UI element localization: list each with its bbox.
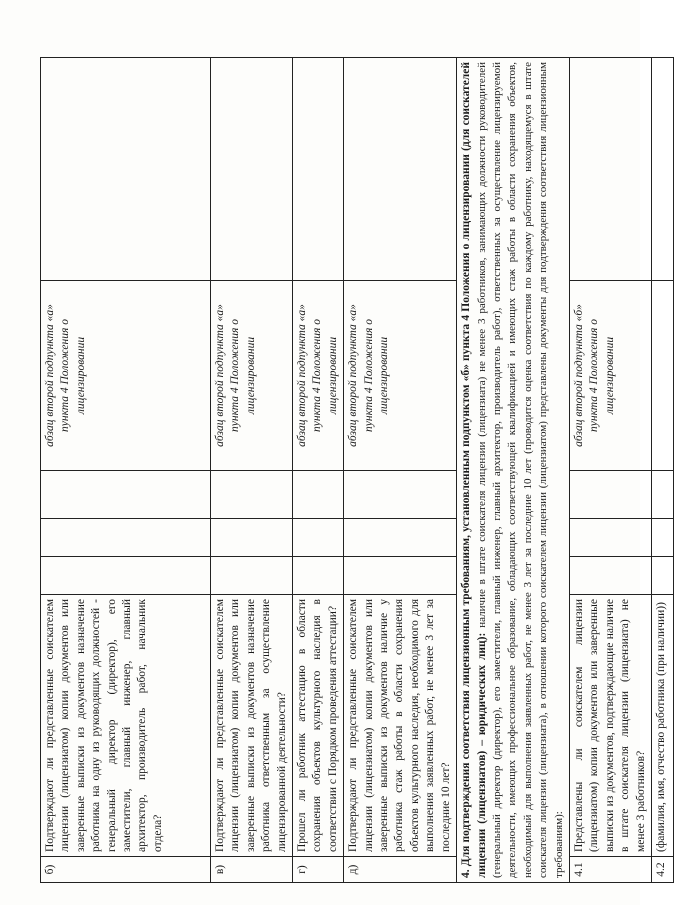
legal-reference: абзац второй подпункта «а» пункта 4 Положения о лицензировании [344,281,457,471]
answer-no-cell [569,519,651,557]
answer-no-cell [293,519,344,557]
note-cell [41,58,211,281]
legal-reference: абзац второй подпункта «б» пункта 4 Положения о лицензировании [569,281,651,471]
section-cell [457,58,570,883]
row-number: г) [293,857,344,883]
answer-yes-cell [293,557,344,595]
answer-no-cell [211,519,293,557]
answer-na-cell [651,471,673,519]
question-text: Подтверждают ли представленные соискателем лицензии (лицензиатом) копии документов или заверенные выписки из документов назначение работника на одну из руководящих должностей - генеральный директор (директор), его заместители, главный инженер, главный архитектор, производитель работ, начальник отдела? [41,595,211,857]
legal-reference: абзац второй подпункта «а» пункта 4 Положения о лицензировании [293,281,344,471]
row-number: 4.1 [569,857,651,883]
answer-na-cell [344,471,457,519]
section-row [457,58,570,883]
question-text: Прошел ли работник аттестацию в области сохранения объектов культурного наследия в соответствии с Порядком проведения аттестации? [293,595,344,857]
row-number: 4.2 [651,857,673,883]
question-text: Подтверждают ли представленные соискателем лицензии (лицензиатом) копии документов или заверенные выписки из документов назначение работника ответственным за осуществление лицензированной деятельности? [211,595,293,857]
note-cell [211,58,293,281]
question-text: Подтверждают ли представленные соискателем лицензии (лицензиатом) копии документов или заверенные выписки из документов наличие у работника стаж работы в области сохранения объектов культурного наследия, необходимого для выполнения заявленных работ, не менее 3 лет за последние 10 лет? [344,595,457,857]
answer-no-cell [41,519,211,557]
table-row [41,58,211,883]
table-row [344,58,457,883]
question-text: Представлены ли соискателем лицензии (лицензиатом) копии документов или заверенные выписки из документов, подтверждающие наличие в штате соискателя лицензии (лицензиата) не менее 3 работников? [569,595,651,857]
answer-yes-cell [651,557,673,595]
legal-reference: абзац второй подпункта «а» пункта 4 Положения о лицензировании [211,281,293,471]
table-row [211,58,293,883]
table-row [293,58,344,883]
table-row [569,58,651,883]
legal-reference: абзац второй подпункта «а» пункта 4 Положения о лицензировании [41,281,211,471]
answer-yes-cell [41,557,211,595]
row-number: д) [344,857,457,883]
answer-na-cell [569,471,651,519]
answer-yes-cell [344,557,457,595]
note-cell [344,58,457,281]
rotated-table-container [40,58,667,883]
answer-yes-cell [569,557,651,595]
answer-na-cell [41,471,211,519]
note-cell [293,58,344,281]
checklist-table [40,57,674,883]
question-text: (фамилия, имя, отчество работника (при наличии)) [651,595,673,857]
answer-no-cell [651,519,673,557]
row-number: в) [211,857,293,883]
answer-no-cell [344,519,457,557]
row-number: б) [41,857,211,883]
legal-reference [651,281,673,471]
answer-na-cell [211,471,293,519]
answer-yes-cell [211,557,293,595]
section-body: наличие в штате соискателя лицензии (лицензиата) не менее 3 работников, занимающих должности руководителей (генеральный директор (директор), его заместители, главный инженер, главный архитектор, производитель работ), ответственных за осуществление лицензируемой деятельности, имеющих профессиональное образование, обладающих соответствующей квалификацией и имеющих стаж работы в области сохранения объектов, необходимый для выполнения заявленных работ, не менее 3 лет за последние 10 лет (проводится оценка соответствия по каждому работнику, находящемуся в штате соискателя лицензии (лицензиата), в отношении которого соискателем лицензии (лицензиатом) представлены документы для подтверждения соответствия лицензионным требованиям): [475,62,565,878]
answer-na-cell [293,471,344,519]
note-cell [569,58,651,281]
section-title: 4. Для подтверждения соответствия лицензионным требованиям, установленным подпунктом «б» пункта 4 Положения о лицензировании (для соискателей лицензии (лицензиатов) – юридических лиц): [460,62,488,878]
table-row [651,58,673,883]
note-cell [651,58,673,281]
